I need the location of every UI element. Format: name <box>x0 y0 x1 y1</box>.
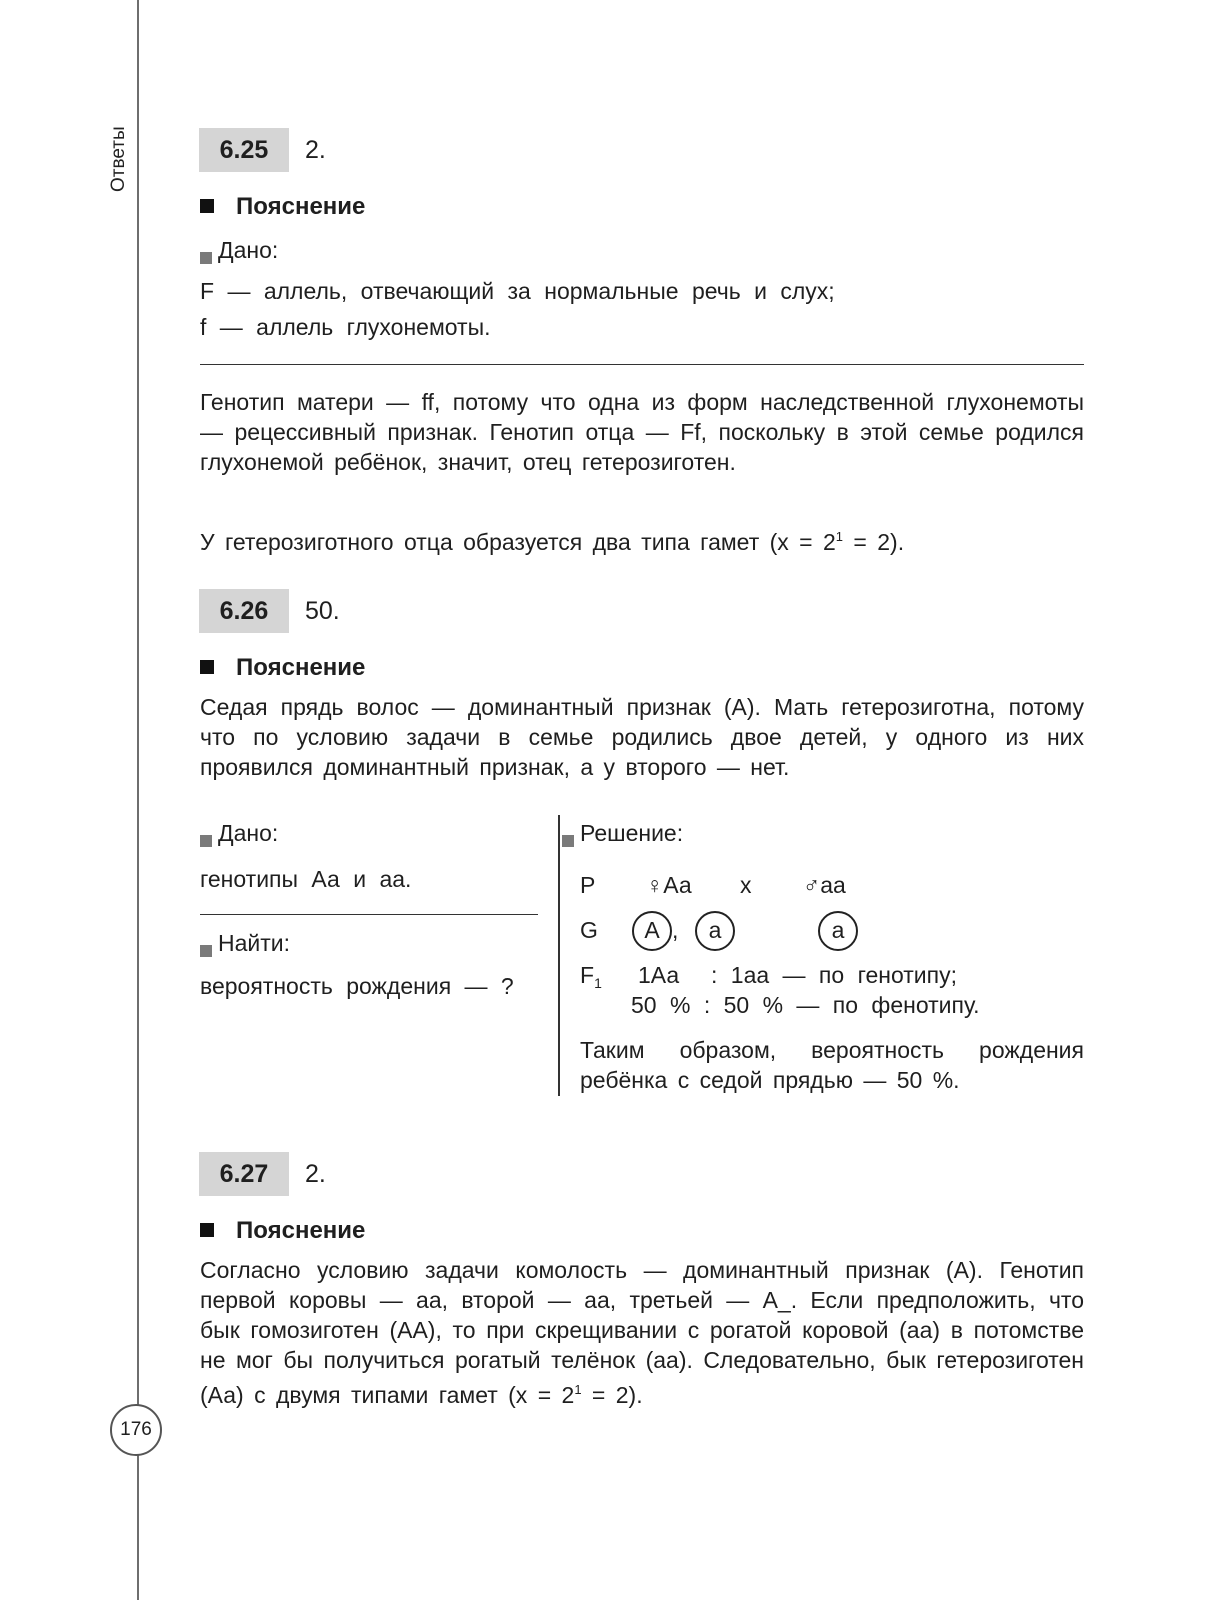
gamete-circle-1: А <box>632 911 672 951</box>
given-text-6-26: генотипы Аа и аа. <box>200 866 412 892</box>
parent-male: ♂аа <box>803 872 846 898</box>
given-line-2-6-25: f — аллель глухонемоты. <box>200 314 491 340</box>
parents-label: P <box>580 872 596 898</box>
explanation-heading-6-27: Пояснение <box>200 1217 365 1245</box>
divider-6-25 <box>200 364 1084 365</box>
paragraph-2-6-25: У гетерозиготного отца образуется два типа гамет $(x = 2^1 = 2)$. <box>200 529 905 555</box>
task-answer-6-27: 2. <box>305 1160 326 1188</box>
label-marker-icon <box>200 945 212 957</box>
gamete-comma: , <box>672 917 679 943</box>
task-number-6-25: 6.25 <box>199 128 289 172</box>
find-label-6-26: Найти: <box>200 930 290 957</box>
given-divider-6-26 <box>200 914 538 915</box>
bullet-square-icon <box>200 660 214 674</box>
margin-line <box>137 0 139 1600</box>
offspring-genotype-ratio: : 1аа — по генотипу; <box>711 962 957 988</box>
conclusion-6-26: Таким образом, вероятность рождения ребёнка с седой прядью — 50 %. <box>580 1037 1084 1093</box>
task-answer-6-26: 50. <box>305 597 340 625</box>
cross-sign: x <box>740 872 752 898</box>
column-separator <box>558 815 560 1096</box>
gamete-circle-2: а <box>695 911 735 951</box>
solution-label-6-26: Решение: <box>562 820 683 847</box>
page-number: 176 <box>110 1404 162 1456</box>
bullet-square-icon <box>200 1223 214 1237</box>
offspring-phenotype-ratio: 50 % : 50 % — по фенотипу. <box>631 992 980 1018</box>
task-answer-6-25: 2. <box>305 136 326 164</box>
given-label-6-26: Дано: <box>200 820 278 847</box>
label-marker-icon <box>200 252 212 264</box>
paragraph-6-26: Седая прядь волос — доминантный признак (А). Мать гетерозиготна, потому что по условию задачи в семье родились двое детей, у одного из них проявился доминантный признак, а у второго — нет. <box>200 694 1084 780</box>
offspring-label: $F_1$ <box>580 962 602 991</box>
label-marker-icon <box>562 835 574 847</box>
task-number-6-27: 6.27 <box>199 1152 289 1196</box>
given-label-6-25: Дано: <box>200 237 278 264</box>
parent-female: ♀Аа <box>646 872 692 898</box>
offspring-genotype-a: 1Аа <box>638 962 680 988</box>
task-number-6-26: 6.26 <box>199 589 289 633</box>
paragraph-6-27: Согласно условию задачи комолость — доминантный признак (А). Генотип первой коровы — аа, второй — аа, третьей — А_. Если предположить, что бык гомозиготен (АА), то при скрещивании с рогатой коровой (аа) в потомстве не мог бы получиться рогатый телёнок (аа). Следовательно, бык гетерозиготен (Аа) с двумя типами гамет $(x = 2^1 = 2)$. <box>200 1257 1084 1408</box>
explanation-heading-6-25: Пояснение <box>200 193 365 221</box>
section-label: Ответы <box>108 126 129 192</box>
paragraph-1-6-25: Генотип матери — ff, потому что одна из форм наследственной глухонемоты — рецессивный признак. Генотип отца — Ff, поскольку в этой семье родился глухонемой ребёнок, значит, отец гетерозиготен. <box>200 389 1084 475</box>
given-line-1-6-25: F — аллель, отвечающий за нормальные речь и слух; <box>200 278 835 304</box>
label-marker-icon <box>200 835 212 847</box>
bullet-square-icon <box>200 199 214 213</box>
gametes-label: G <box>580 917 598 943</box>
explanation-heading-6-26: Пояснение <box>200 654 365 682</box>
gamete-circle-3: а <box>818 911 858 951</box>
find-text-6-26: вероятность рождения — ? <box>200 973 514 999</box>
